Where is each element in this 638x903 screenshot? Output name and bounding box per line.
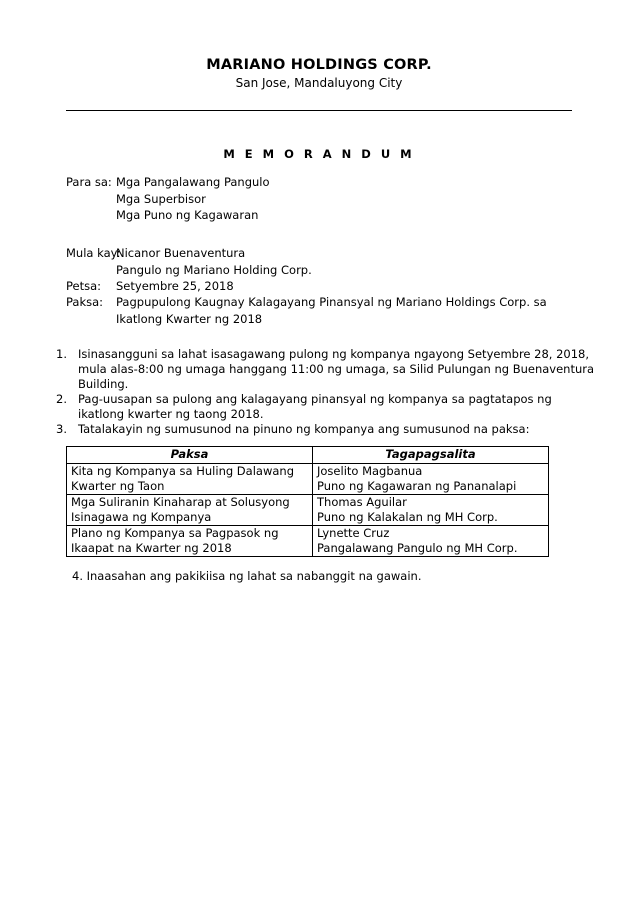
field-value-mula-kay [116, 245, 586, 278]
table-cell-topic [67, 526, 313, 557]
cell-line: Plano ng Kompanya sa Pagpasok ng [71, 526, 279, 540]
field-para-sa [66, 174, 586, 224]
speakers-table [66, 446, 549, 557]
list-item-number: 3. [56, 422, 67, 436]
memo-title: M E M O R A N D U M [223, 147, 415, 161]
cell-line: Pangalawang Pangulo ng MH Corp. [317, 541, 518, 555]
table-row [67, 526, 549, 557]
field-label-paksa: Paksa: [66, 295, 104, 309]
cell-line: Puno ng Kagawaran ng Pananalapi [317, 479, 517, 493]
cell-line: Kita ng Kompanya sa Huling Dalawang [71, 464, 294, 478]
field-mula-kay [66, 245, 586, 278]
list-item-text: Tatalakayin ng sumusunod na pinuno ng kompanya ang sumusunod na paksa: [78, 422, 530, 436]
table-cell-topic [67, 464, 313, 495]
company-address: San Jose, Mandaluyong City [235, 76, 403, 90]
column-header-tagapagsalita: Tagapagsalita [313, 447, 549, 464]
sender-name: Nicanor Buenaventura [116, 246, 246, 260]
table-cell-speaker [313, 464, 549, 495]
cell-line: Puno ng Kalakalan ng MH Corp. [317, 510, 498, 524]
list-item [56, 347, 596, 392]
cell-line: Mga Suliranin Kinaharap at Solusyong [71, 495, 290, 509]
table-cell-speaker [313, 495, 549, 526]
table-cell-topic [67, 495, 313, 526]
cell-line: Kwarter ng Taon [71, 479, 165, 493]
letterhead-divider [66, 110, 572, 111]
cell-line: Ikaapat na Kwarter ng 2018 [71, 541, 232, 555]
speakers-table-wrapper [66, 446, 548, 557]
recipient-line: Mga Puno ng Kagawaran [116, 208, 259, 222]
memo-date: Setyembre 25, 2018 [116, 279, 234, 293]
column-header-paksa: Paksa [67, 447, 313, 464]
field-value-para-sa [116, 174, 586, 224]
list-item-text: Isinasangguni sa lahat isasagawang pulong ng kompanya ngayong Setyembre 28, 2018, mula alas-8:00 ng umaga hanggang 11:00 ng umaga, sa Silid Pulungan ng Buenaventura Building. [78, 347, 595, 391]
list-item-number: 2. [56, 392, 67, 406]
sender-title: Pangulo ng Mariano Holding Corp. [116, 262, 312, 277]
letterhead [0, 56, 638, 91]
company-name: MARIANO HOLDINGS CORP. [206, 57, 432, 73]
table-row [67, 464, 549, 495]
table-row [67, 495, 549, 526]
table-header-row [67, 447, 549, 464]
subject-line: Pagpupulong Kaugnay Kalagayang Pinansyal ng Mariano Holdings Corp. sa [116, 295, 547, 309]
field-value-petsa [116, 278, 586, 295]
table-cell-speaker [313, 526, 549, 557]
field-value-paksa [116, 294, 586, 327]
subject-line: Ikatlong Kwarter ng 2018 [116, 311, 263, 326]
cell-line: Lynette Cruz [317, 526, 390, 540]
field-petsa [66, 278, 586, 295]
recipient-line: Mga Superbisor [116, 191, 206, 206]
recipient-line: Mga Pangalawang Pangulo [116, 175, 270, 189]
cell-line: Joselito Magbanua [317, 464, 423, 478]
cell-line: Isinagawa ng Kompanya [71, 510, 212, 524]
cell-line: Thomas Aguilar [317, 495, 407, 509]
list-item-number: 1. [56, 347, 67, 361]
list-item [56, 422, 596, 437]
field-label-para-sa: Para sa: [66, 175, 112, 189]
closing-statement: 4. Inaasahan ang pakikiisa ng lahat sa nabanggit na gawain. [72, 569, 422, 583]
list-item-text: Pag-uusapan sa pulong ang kalagayang pinansyal ng kompanya sa pagtatapos ng ikatlong kwarter ng taong 2018. [78, 392, 552, 421]
memo-items-list [56, 347, 596, 437]
field-label-petsa: Petsa: [66, 279, 102, 293]
field-paksa [66, 294, 586, 327]
list-item [56, 392, 596, 422]
field-label-mula-kay: Mula kay: [66, 246, 121, 260]
